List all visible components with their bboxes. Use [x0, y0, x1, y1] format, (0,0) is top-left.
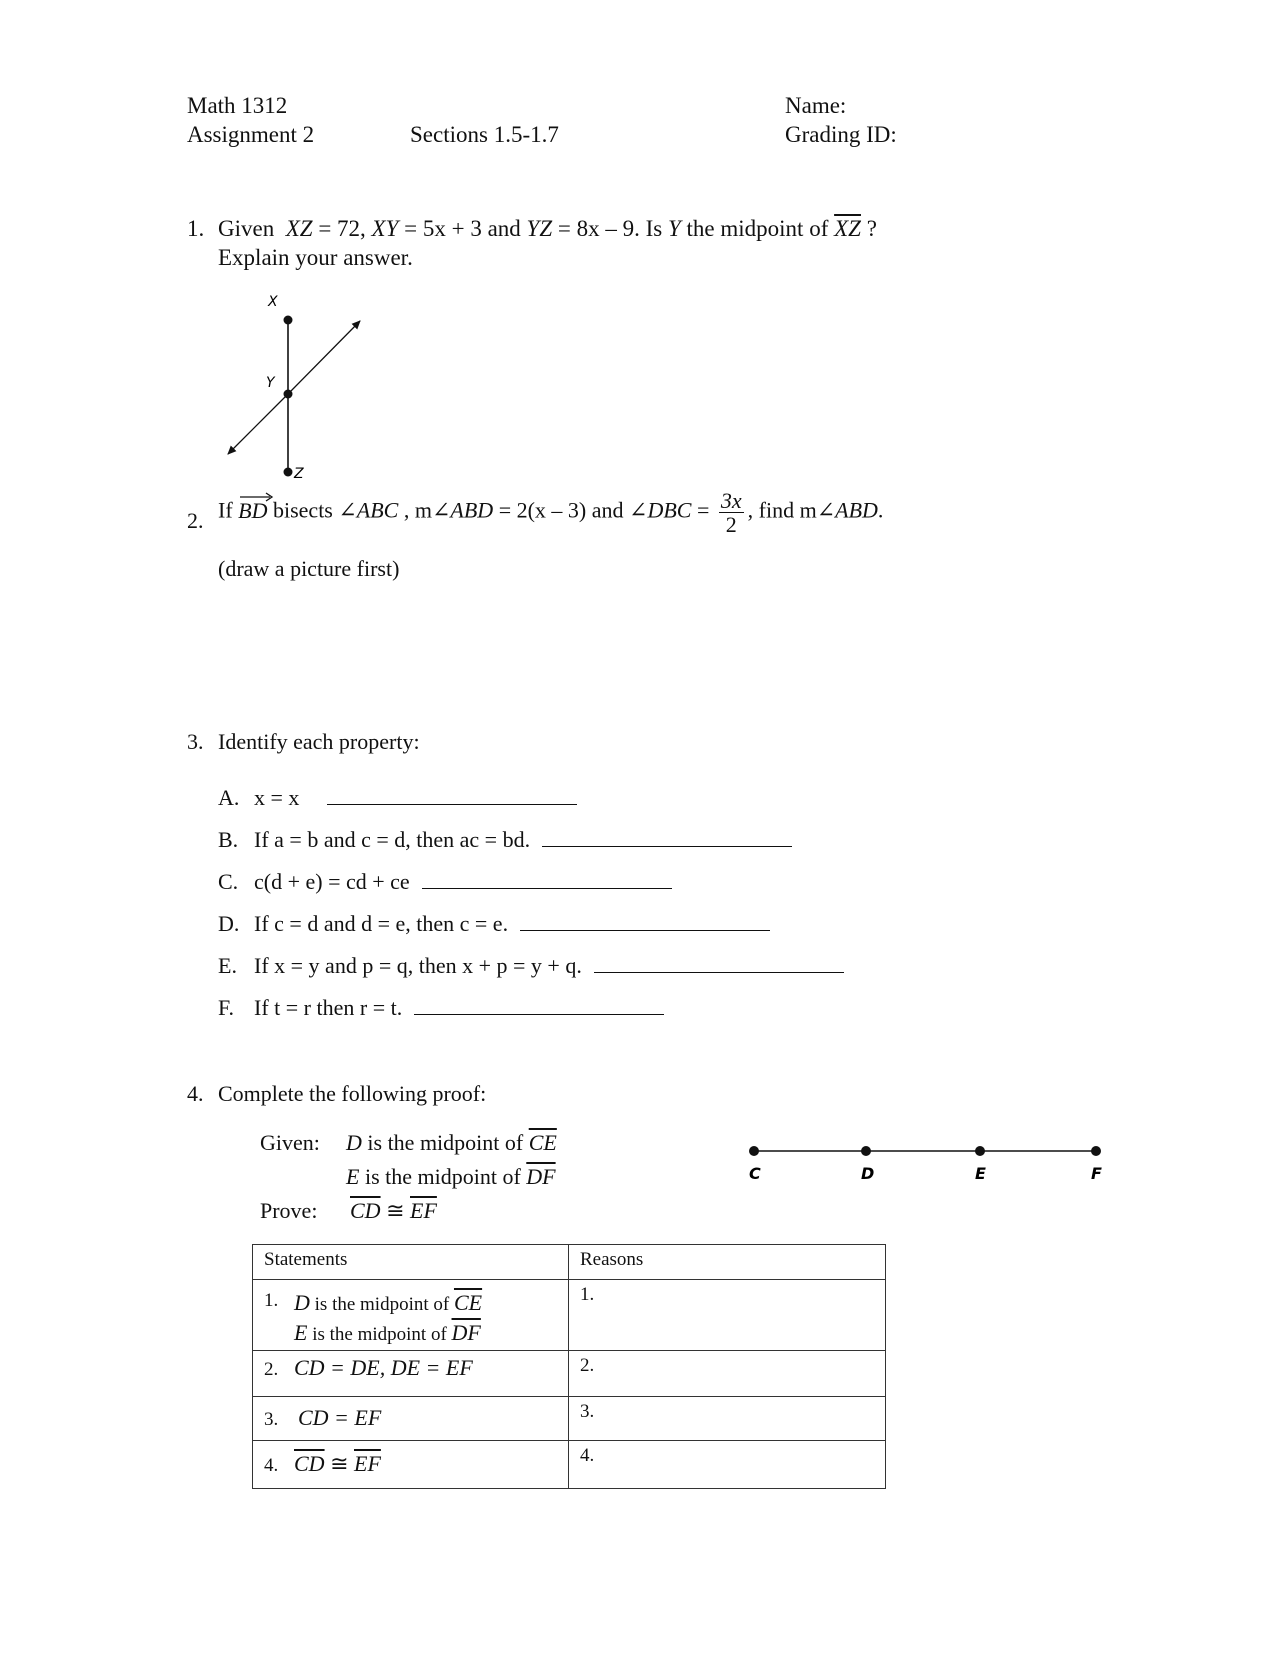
q2-instruction: (draw a picture first) — [218, 556, 400, 581]
q3-item-d: D. If c = d and d = e, then c = e. — [218, 911, 770, 937]
name-label: Name: — [785, 93, 847, 118]
q1-figure — [180, 290, 380, 485]
grading-id-label: Grading ID: — [785, 122, 897, 147]
label-y: Y — [266, 375, 275, 391]
q3-item-a: A. x = x — [218, 785, 577, 811]
q1-number: 1. — [187, 216, 205, 241]
label-e: E — [975, 1164, 986, 1183]
statement-2: 2. CD = DE, DE = EF — [253, 1351, 569, 1397]
point-e — [975, 1146, 985, 1156]
header-statements: Statements — [253, 1245, 569, 1280]
answer-blank-e[interactable] — [594, 954, 844, 973]
label-x: X — [268, 294, 278, 310]
proof-table — [252, 1244, 886, 1489]
table-row — [253, 1441, 886, 1489]
given-label: Given: — [260, 1130, 320, 1155]
answer-blank-f[interactable] — [414, 996, 664, 1015]
sections-label: Sections 1.5-1.7 — [410, 122, 559, 147]
assignment-title: Assignment 2 — [187, 122, 315, 147]
q3-item-e: E. If x = y and p = q, then x + p = y + q. — [218, 953, 844, 979]
q1-text: Given XZ = 72, XY = 5x + 3 and YZ = 8x – 9. Is Y the midpoint of $\overline{XZ}$ ? — [218, 216, 877, 241]
point-d — [861, 1146, 871, 1156]
q3-number: 3. — [187, 729, 204, 754]
q2-number: 2. — [187, 508, 204, 533]
point-z — [284, 468, 293, 477]
q3-item-c: C. c(d + e) = cd + ce — [218, 869, 672, 895]
given-line-2: E is the midpoint of $\overline{DF}$ — [346, 1164, 556, 1189]
fraction-3x-over-2: $\frac{3x}{2}$ — [720, 488, 742, 538]
point-x — [284, 316, 293, 325]
segment-xz: $\overline{XZ}$ — [834, 216, 861, 241]
ray-bd: BD — [238, 498, 267, 524]
answer-blank-a[interactable] — [327, 786, 577, 805]
header-reasons: Reasons — [569, 1245, 886, 1280]
point-f — [1091, 1146, 1101, 1156]
line-cdef-figure — [740, 1140, 1120, 1190]
answer-blank-d[interactable] — [520, 912, 770, 931]
q4-title: Complete the following proof: — [218, 1081, 487, 1106]
statement-4: 4. $\overline{CD}$ ≅ $\overline{EF}$ — [253, 1441, 569, 1489]
reason-2[interactable]: 2. — [569, 1351, 886, 1397]
point-y — [284, 390, 293, 399]
q3-title: Identify each property: — [218, 729, 420, 754]
reason-1[interactable]: 1. — [569, 1280, 886, 1351]
reason-4[interactable]: 4. — [569, 1441, 886, 1489]
answer-blank-b[interactable] — [542, 828, 792, 847]
label-z: Z — [294, 466, 304, 482]
answer-blank-c[interactable] — [422, 870, 672, 889]
q1-explain: Explain your answer. — [218, 245, 413, 270]
q2-text: If BD bisects ∠ABC , m∠ABD = 2(x – 3) and ∠DBC = $\frac{3x}{2}$ , find m∠ABD. — [218, 488, 884, 538]
table-row — [253, 1397, 886, 1441]
table-header-row — [253, 1245, 886, 1280]
table-row — [253, 1351, 886, 1397]
course-title: Math 1312 — [187, 93, 288, 118]
point-c — [749, 1146, 759, 1156]
q3-item-f: F. If t = r then r = t. — [218, 995, 664, 1021]
prove-label: Prove: — [260, 1198, 318, 1223]
given-line-1: D is the midpoint of $\overline{CE}$ — [346, 1130, 557, 1155]
statement-3: 3. CD = EF — [253, 1397, 569, 1441]
label-c: C — [749, 1164, 761, 1183]
q4-number: 4. — [187, 1081, 204, 1106]
label-f: F — [1091, 1164, 1102, 1183]
table-row — [253, 1280, 886, 1351]
ray-up-right — [288, 321, 360, 394]
ray-down-left — [228, 394, 288, 454]
label-d: D — [861, 1164, 875, 1183]
prove-statement: $\overline{CD}$ ≅ $\overline{EF}$ — [350, 1198, 437, 1223]
statement-1: 1. D is the midpoint of $\overline{CE}$ E is the midpoint of $\overline{DF}$ — [253, 1280, 569, 1351]
q3-item-b: B. If a = b and c = d, then ac = bd. — [218, 827, 792, 853]
reason-3[interactable]: 3. — [569, 1397, 886, 1441]
